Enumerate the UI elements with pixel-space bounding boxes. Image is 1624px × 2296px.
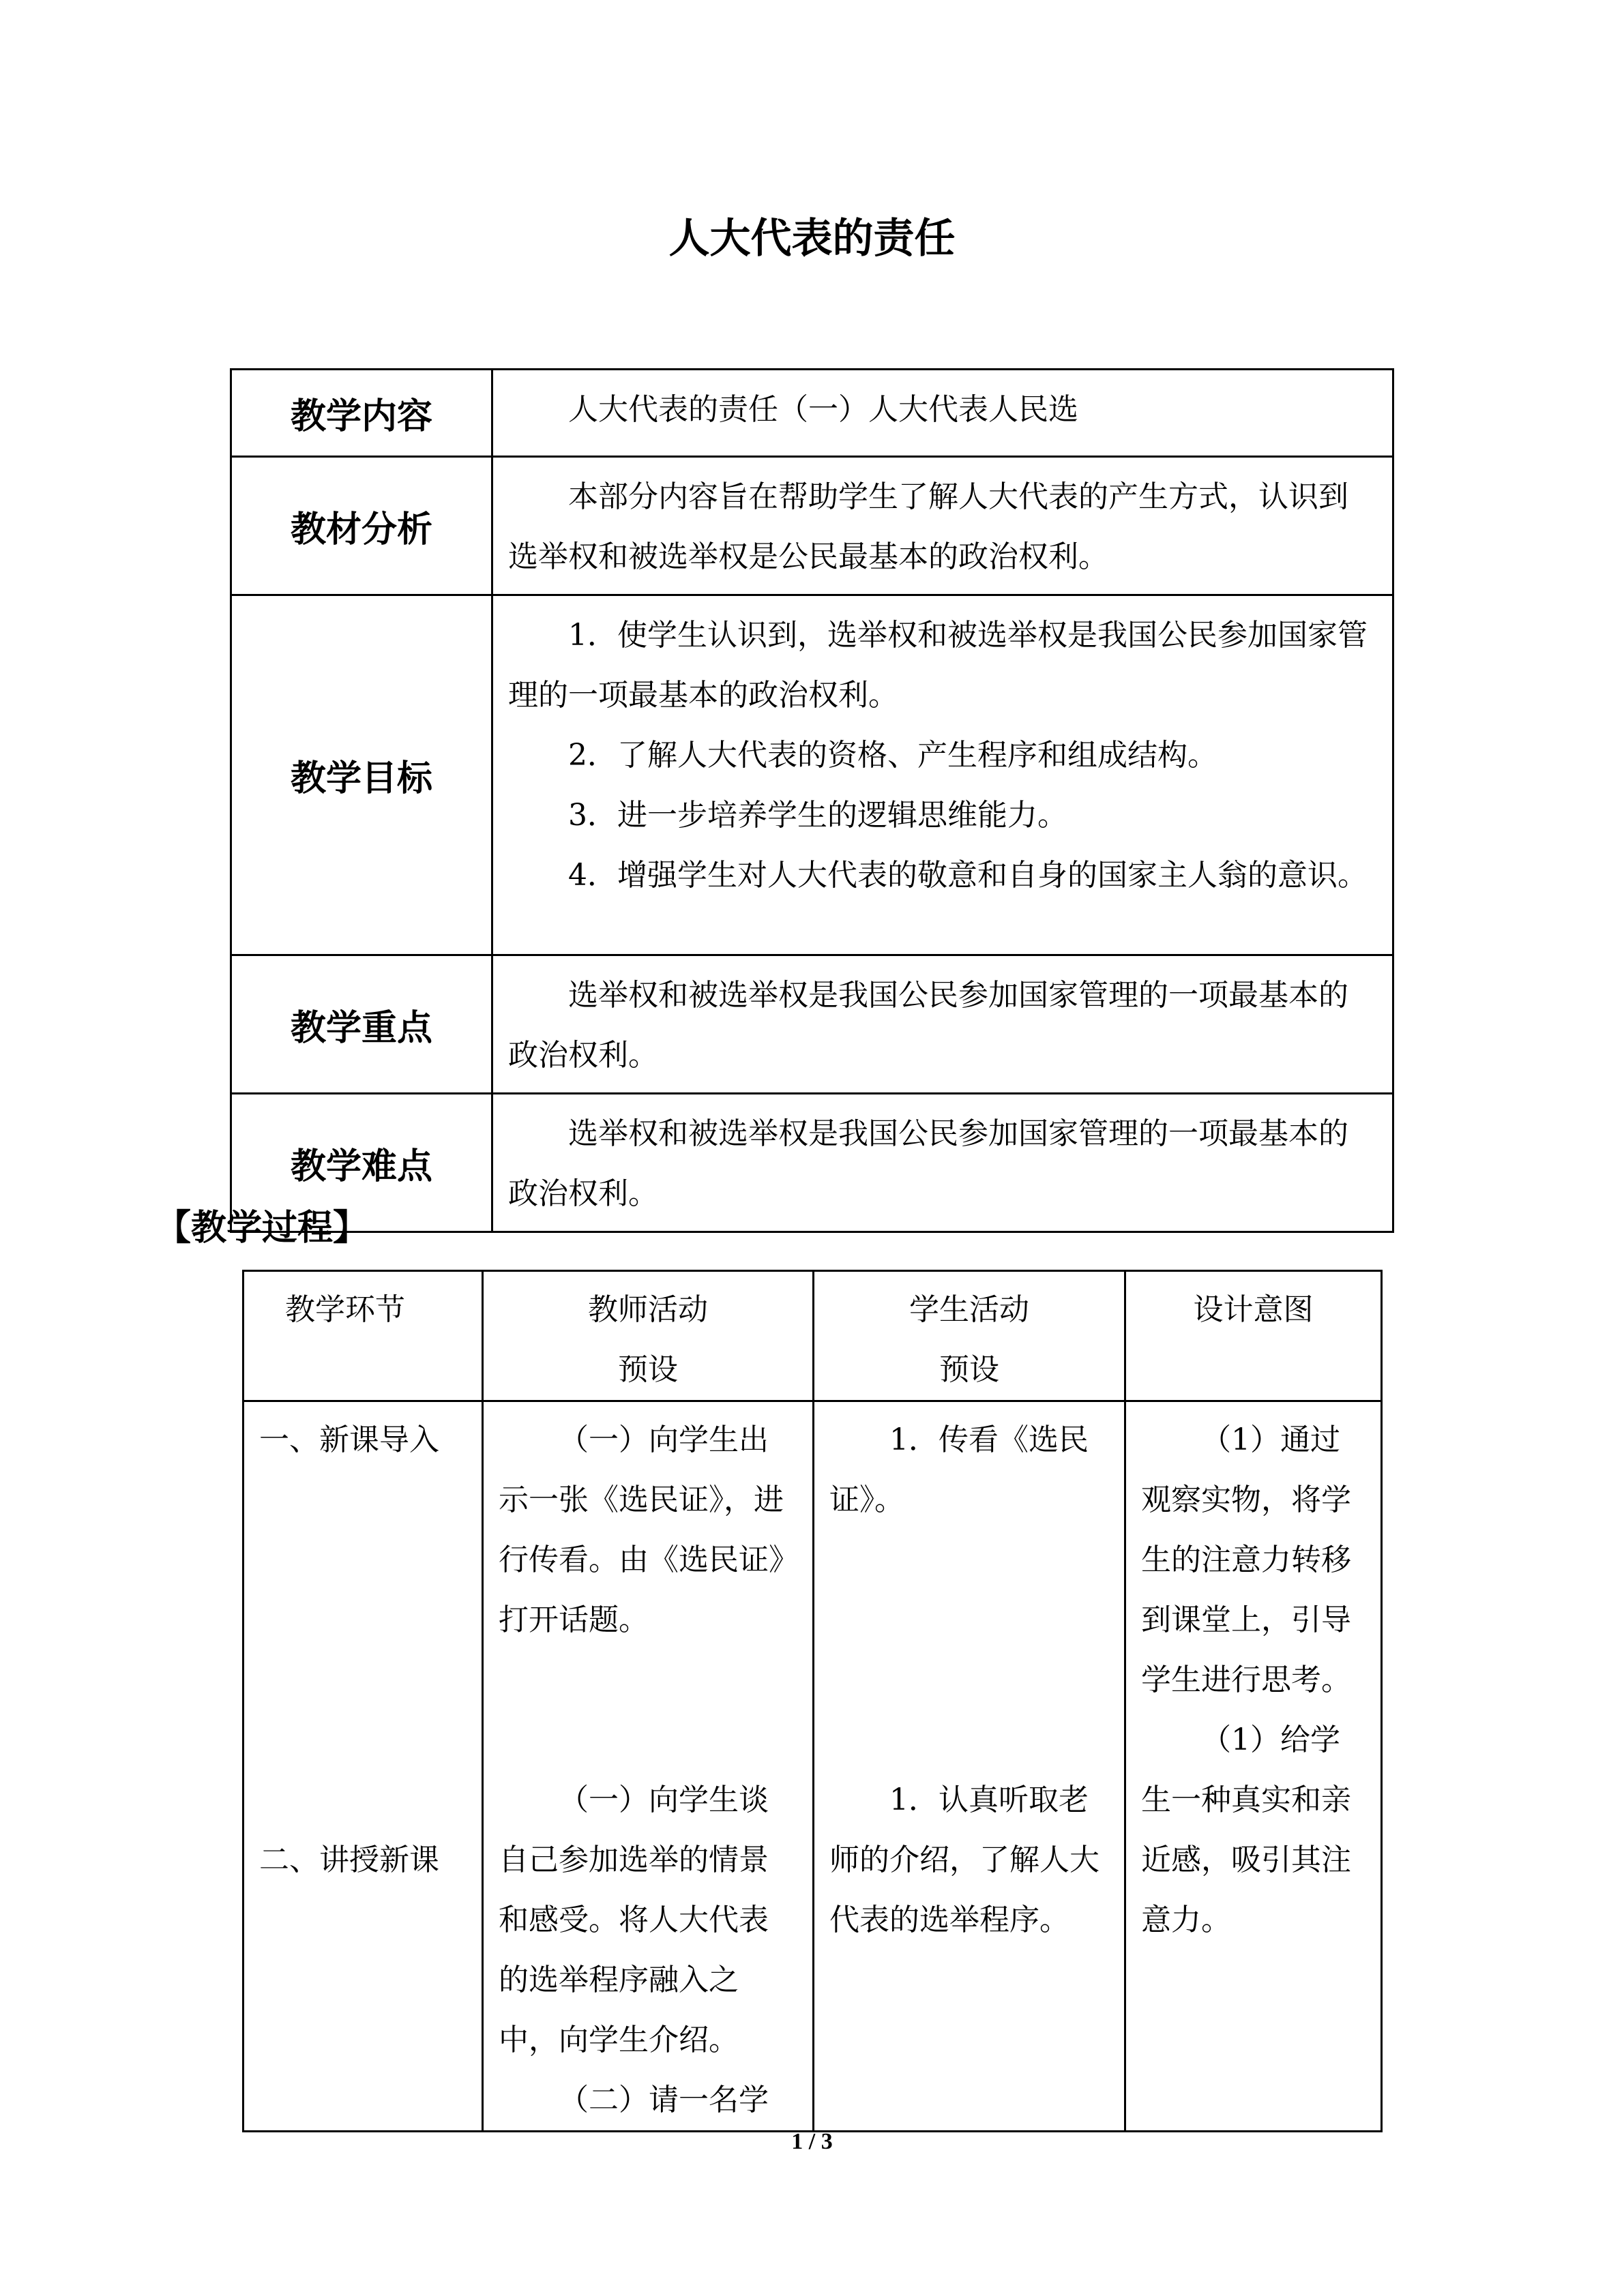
info-row-difficulties: [231, 1094, 1393, 1232]
lesson-info-table: [230, 368, 1394, 1233]
page-number: 1 / 3: [791, 2129, 833, 2154]
info-paragraph: 4．增强学生对人大代表的敬意和自身的国家主人翁的意识。: [568, 858, 1368, 893]
info-paragraph: 人大代表的责任（一）人大代表人民选: [568, 392, 1078, 427]
section-heading: 【教学过程】: [156, 1208, 369, 1249]
info-label: 教材分析: [231, 457, 492, 595]
info-label: 教学目标: [231, 595, 492, 955]
info-content: [492, 370, 1393, 457]
header-cell: [1125, 1271, 1382, 1401]
header-text: 预设: [618, 1352, 678, 1387]
student-activity-cell: [814, 1401, 1125, 2132]
table-row: [243, 1401, 1382, 2132]
info-row-content: [231, 370, 1393, 457]
info-paragraph: 3．进一步培养学生的逻辑思维能力。: [568, 798, 1067, 833]
header-text: 设计意图: [1193, 1292, 1314, 1327]
stage-text: 一、新课导入: [259, 1422, 439, 1457]
info-paragraph: 选举权和被选举权是我国公民参加国家管理的一项最基本的政治权利。: [508, 1116, 1348, 1211]
info-content: [492, 457, 1393, 595]
teacher-text: （一）向学生谈自己参加选举的情景和感受。将人大代表的选举程序融入之中，向学生介绍。: [499, 1783, 769, 2057]
table-header-row: [243, 1271, 1382, 1401]
info-label: 教学内容: [231, 370, 492, 457]
document-title: 人大代表的责任: [668, 215, 956, 263]
intent-text: （1）通过观察实物，将学生的注意力转移到课堂上，引导学生进行思考。: [1141, 1422, 1351, 1697]
student-text: 1．传看《选民证》。: [829, 1422, 1089, 1517]
header-cell: [483, 1271, 814, 1401]
info-paragraph: 1．使学生认识到，选举权和被选举权是我国公民参加国家管理的一项最基本的政治权利。: [508, 618, 1368, 713]
teacher-text: （二）请一名学: [559, 2083, 769, 2117]
info-label: 教学难点: [231, 1094, 492, 1232]
info-paragraph: 选举权和被选举权是我国公民参加国家管理的一项最基本的政治权利。: [508, 978, 1348, 1073]
header-text: 教师活动: [588, 1292, 708, 1327]
stage-cell: [243, 1401, 483, 2132]
info-content: [492, 1094, 1393, 1232]
design-intent-cell: [1125, 1401, 1382, 2132]
info-row-analysis: [231, 457, 1393, 595]
info-paragraph: 本部分内容旨在帮助学生了解人大代表的产生方式，认识到选举权和被选举权是公民最基本的政治权利。: [508, 479, 1348, 574]
teacher-activity-cell: [483, 1401, 814, 2132]
teacher-text: （一）向学生出示一张《选民证》，进行传看。由《选民证》打开话题。: [499, 1422, 784, 1637]
info-content: [492, 955, 1393, 1094]
info-row-objectives: [231, 595, 1393, 955]
header-text: 预设: [939, 1352, 999, 1387]
header-text: 教学环节: [285, 1292, 405, 1327]
intent-text: （1）给学生一种真实和亲近感，吸引其注意力。: [1141, 1723, 1351, 1937]
info-paragraph: 2．了解人大代表的资格、产生程序和组成结构。: [568, 738, 1217, 773]
info-row-key-points: [231, 955, 1393, 1094]
info-label: 教学重点: [231, 955, 492, 1094]
stage-text: 二、讲授新课: [259, 1843, 439, 1877]
info-content: [492, 595, 1393, 955]
header-cell: [243, 1271, 483, 1401]
header-text: 学生活动: [909, 1292, 1029, 1327]
teaching-process-table: [242, 1270, 1383, 2132]
student-text: 1．认真听取老师的介绍，了解人大代表的选举程序。: [829, 1783, 1099, 1937]
header-cell: [814, 1271, 1125, 1401]
